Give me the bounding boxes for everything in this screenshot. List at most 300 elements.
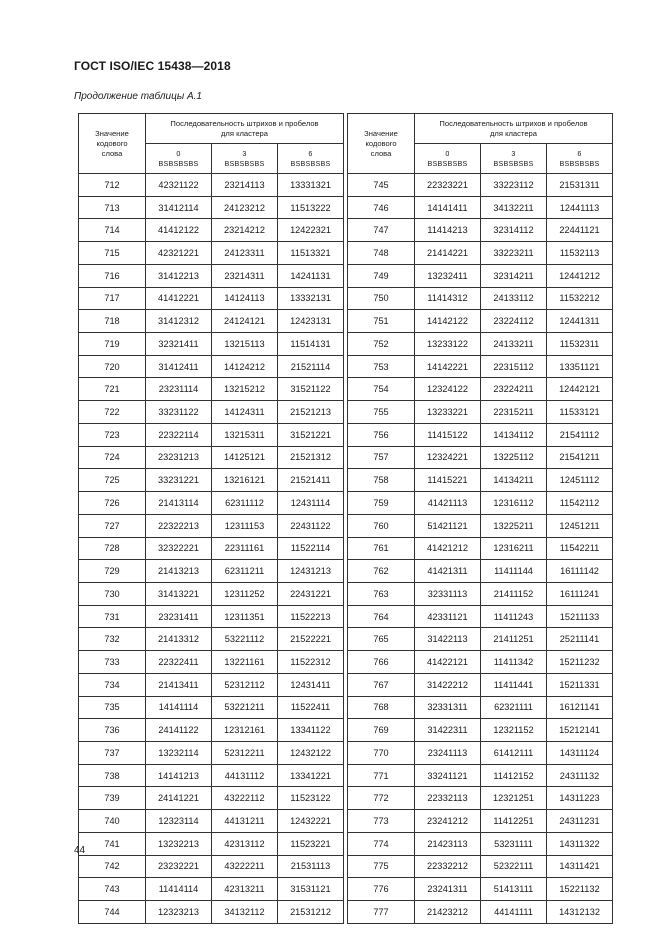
cluster-6-cell: 16111142 [547, 560, 613, 583]
cluster-6-cell: 13351121 [547, 355, 613, 378]
cluster-6-cell: 22431221 [278, 582, 344, 605]
table-row [79, 560, 344, 583]
cluster-3-cell: 52322111 [481, 855, 547, 878]
cluster-3-cell: 23214311 [212, 264, 278, 287]
cluster-0-cell: 11415221 [415, 469, 481, 492]
codeword-value-cell: 754 [348, 378, 415, 401]
table-row [79, 787, 344, 810]
table-row [348, 582, 613, 605]
table-row [348, 401, 613, 424]
table-row [79, 446, 344, 469]
cluster-6-cell: 11522411 [278, 696, 344, 719]
cluster-6-cell: 21522221 [278, 628, 344, 651]
cluster-6-cell: 11523122 [278, 787, 344, 810]
cluster-6-cell: 12441113 [547, 196, 613, 219]
cluster-3-cell: 13215113 [212, 333, 278, 356]
cluster-6-cell: 31521122 [278, 378, 344, 401]
codeword-value-cell: 759 [348, 492, 415, 515]
cluster-6-cell: 21531113 [278, 855, 344, 878]
cluster-6-cell: 14311124 [547, 741, 613, 764]
cluster-3-cell: 24123311 [212, 242, 278, 265]
cluster-6-cell: 25211141 [547, 628, 613, 651]
cluster-6-cell: 12431213 [278, 560, 344, 583]
codeword-value-cell: 773 [348, 810, 415, 833]
codeword-value-cell: 767 [348, 673, 415, 696]
cluster-3-cell: 42313112 [212, 832, 278, 855]
table-row [348, 787, 613, 810]
table-row [79, 855, 344, 878]
cluster-6-cell: 31531121 [278, 878, 344, 901]
cluster-0-cell: 41412122 [146, 219, 212, 242]
table-row [79, 401, 344, 424]
cluster-3-cell: 14134112 [481, 423, 547, 446]
cluster-6-header: 6 BSBSBSBS [547, 144, 613, 174]
cluster-6-cell: 14311322 [547, 832, 613, 855]
encoding-table [78, 113, 614, 917]
cluster-0-cell: 14141213 [146, 764, 212, 787]
table-row [348, 333, 613, 356]
cluster-3-cell: 53221112 [212, 628, 278, 651]
codeword-value-header: Значение кодового слова [79, 114, 146, 174]
cluster-0-cell: 14141114 [146, 696, 212, 719]
cluster-0-cell: 32331311 [415, 696, 481, 719]
table-right-half [347, 113, 613, 924]
cluster-0-cell: 41421212 [415, 537, 481, 560]
codeword-value-cell: 766 [348, 651, 415, 674]
codeword-value-cell: 730 [79, 582, 146, 605]
cluster-6-cell: 11532311 [547, 333, 613, 356]
cluster-6-cell: 14312132 [547, 901, 613, 924]
table-row [348, 878, 613, 901]
cluster-0-cell: 31422212 [415, 673, 481, 696]
codeword-value-cell: 727 [79, 514, 146, 537]
codeword-value-cell: 770 [348, 741, 415, 764]
cluster-0-cell: 23231114 [146, 378, 212, 401]
cluster-3-cell: 13225112 [481, 446, 547, 469]
table-row [79, 901, 344, 924]
codeword-value-cell: 732 [79, 628, 146, 651]
cluster-0-header: 0 BSBSBSBS [146, 144, 212, 174]
codeword-value-cell: 724 [79, 446, 146, 469]
cluster-0-cell: 22322213 [146, 514, 212, 537]
table-row [79, 174, 344, 197]
table-row [79, 673, 344, 696]
cluster-3-cell: 34132211 [481, 196, 547, 219]
cluster-0-cell: 21413213 [146, 560, 212, 583]
cluster-3-cell: 13215311 [212, 423, 278, 446]
table-row [348, 469, 613, 492]
cluster-3-cell: 12316112 [481, 492, 547, 515]
table-row [348, 196, 613, 219]
cluster-6-cell: 15221132 [547, 878, 613, 901]
cluster-3-cell: 23224211 [481, 378, 547, 401]
codeword-value-cell: 776 [348, 878, 415, 901]
cluster-3-cell: 62311112 [212, 492, 278, 515]
table-row [79, 333, 344, 356]
cluster-0-cell: 22332212 [415, 855, 481, 878]
codeword-value-cell: 738 [79, 764, 146, 787]
codeword-value-cell: 723 [79, 423, 146, 446]
cluster-6-cell: 31521221 [278, 423, 344, 446]
cluster-0-cell: 11414114 [146, 878, 212, 901]
cluster-3-cell: 24123212 [212, 196, 278, 219]
cluster-0-cell: 22322114 [146, 423, 212, 446]
table-row [348, 378, 613, 401]
table-row [79, 651, 344, 674]
cluster-0-cell: 14141411 [415, 196, 481, 219]
table-row [348, 355, 613, 378]
cluster-0-cell: 13233221 [415, 401, 481, 424]
cluster-6-cell: 11513321 [278, 242, 344, 265]
cluster-0-cell: 22322411 [146, 651, 212, 674]
cluster-0-cell: 21423113 [415, 832, 481, 855]
cluster-0-cell: 41421311 [415, 560, 481, 583]
cluster-3-cell: 14134211 [481, 469, 547, 492]
cluster-3-cell: 23214113 [212, 174, 278, 197]
cluster-3-cell: 22311161 [212, 537, 278, 560]
cluster-0-cell: 21413312 [146, 628, 212, 651]
cluster-0-cell: 41421113 [415, 492, 481, 515]
cluster-0-cell: 31413221 [146, 582, 212, 605]
codeword-value-cell: 720 [79, 355, 146, 378]
cluster-3-cell: 44141111 [481, 901, 547, 924]
cluster-6-cell: 11523221 [278, 832, 344, 855]
codeword-value-cell: 777 [348, 901, 415, 924]
cluster-6-cell: 21541211 [547, 446, 613, 469]
cluster-3-cell: 11411441 [481, 673, 547, 696]
cluster-3-cell: 14124212 [212, 355, 278, 378]
cluster-0-cell: 23231411 [146, 605, 212, 628]
cluster-6-cell: 22441121 [547, 219, 613, 242]
codeword-value-cell: 746 [348, 196, 415, 219]
cluster-6-cell: 22431122 [278, 514, 344, 537]
cluster-3-cell: 24133112 [481, 287, 547, 310]
table-row [79, 242, 344, 265]
codeword-value-cell: 735 [79, 696, 146, 719]
cluster-0-cell: 33231221 [146, 469, 212, 492]
table-row [79, 719, 344, 742]
cluster-3-cell: 52312112 [212, 673, 278, 696]
cluster-6-cell: 12451211 [547, 514, 613, 537]
codeword-value-cell: 760 [348, 514, 415, 537]
cluster-3-cell: 14124113 [212, 287, 278, 310]
codeword-value-cell: 765 [348, 628, 415, 651]
table-row [348, 764, 613, 787]
cluster-3-cell: 62311211 [212, 560, 278, 583]
cluster-3-cell: 12321152 [481, 719, 547, 742]
cluster-3-header: 3 BSBSBSBS [212, 144, 278, 174]
sequence-header: Последовательность штрихов и пробелов для кластера [146, 114, 344, 144]
cluster-0-cell: 11414312 [415, 287, 481, 310]
codeword-value-cell: 768 [348, 696, 415, 719]
table-row [79, 832, 344, 855]
cluster-3-cell: 12311153 [212, 514, 278, 537]
cluster-3-cell: 22315112 [481, 355, 547, 378]
codeword-value-cell: 740 [79, 810, 146, 833]
table-row [348, 673, 613, 696]
table-row [79, 537, 344, 560]
cluster-3-cell: 23224112 [481, 310, 547, 333]
codeword-value-cell: 736 [79, 719, 146, 742]
table-row [79, 264, 344, 287]
cluster-3-cell: 13221161 [212, 651, 278, 674]
table-row [79, 764, 344, 787]
cluster-3-cell: 53231111 [481, 832, 547, 855]
cluster-6-cell: 12441212 [547, 264, 613, 287]
codeword-value-cell: 757 [348, 446, 415, 469]
table-row [348, 560, 613, 583]
cluster-3-cell: 11411243 [481, 605, 547, 628]
cluster-0-cell: 42331121 [415, 605, 481, 628]
cluster-0-cell: 13232114 [146, 741, 212, 764]
table-row [348, 514, 613, 537]
table-row [79, 219, 344, 242]
cluster-6-cell: 21541112 [547, 423, 613, 446]
cluster-0-cell: 24141122 [146, 719, 212, 742]
codeword-value-cell: 752 [348, 333, 415, 356]
table-row [348, 628, 613, 651]
cluster-0-cell: 12324221 [415, 446, 481, 469]
table-row [348, 310, 613, 333]
cluster-3-cell: 12316211 [481, 537, 547, 560]
table-row [348, 446, 613, 469]
cluster-0-cell: 24141221 [146, 787, 212, 810]
codeword-value-cell: 729 [79, 560, 146, 583]
table-row [348, 492, 613, 515]
table-continuation-caption: Продолжение таблицы А.1 [74, 91, 202, 102]
codeword-value-cell: 772 [348, 787, 415, 810]
cluster-3-cell: 44131211 [212, 810, 278, 833]
codeword-value-cell: 758 [348, 469, 415, 492]
cluster-3-cell: 21411251 [481, 628, 547, 651]
cluster-0-cell: 12323114 [146, 810, 212, 833]
table-row [348, 242, 613, 265]
codeword-value-cell: 741 [79, 832, 146, 855]
codeword-value-cell: 743 [79, 878, 146, 901]
codeword-value-cell: 719 [79, 333, 146, 356]
table-row [79, 378, 344, 401]
codeword-value-cell: 748 [348, 242, 415, 265]
table-row [348, 537, 613, 560]
cluster-6-cell: 12432221 [278, 810, 344, 833]
cluster-3-cell: 14125121 [212, 446, 278, 469]
cluster-6-cell: 12451112 [547, 469, 613, 492]
codeword-value-cell: 751 [348, 310, 415, 333]
cluster-6-cell: 11513222 [278, 196, 344, 219]
document-title: ГОСТ ISO/IEC 15438—2018 [74, 59, 231, 73]
cluster-3-cell: 61412111 [481, 741, 547, 764]
codeword-value-cell: 739 [79, 787, 146, 810]
codeword-value-cell: 771 [348, 764, 415, 787]
table-row [79, 628, 344, 651]
table-row [348, 287, 613, 310]
codeword-value-cell: 761 [348, 537, 415, 560]
cluster-0-cell: 22323221 [415, 174, 481, 197]
cluster-0-cell: 23232221 [146, 855, 212, 878]
table-row [79, 878, 344, 901]
cluster-3-cell: 13216121 [212, 469, 278, 492]
codeword-value-cell: 775 [348, 855, 415, 878]
cluster-3-cell: 12312161 [212, 719, 278, 742]
table-row [79, 423, 344, 446]
cluster-6-cell: 11542211 [547, 537, 613, 560]
table-row [348, 174, 613, 197]
cluster-6-cell: 12432122 [278, 741, 344, 764]
cluster-6-cell: 21521114 [278, 355, 344, 378]
codeword-value-cell: 712 [79, 174, 146, 197]
codeword-value-cell: 722 [79, 401, 146, 424]
cluster-6-cell: 12441311 [547, 310, 613, 333]
cluster-0-cell: 33231122 [146, 401, 212, 424]
cluster-6-cell: 16121141 [547, 696, 613, 719]
cluster-3-cell: 13225211 [481, 514, 547, 537]
cluster-0-cell: 12323213 [146, 901, 212, 924]
cluster-6-cell: 21531311 [547, 174, 613, 197]
cluster-0-cell: 32322221 [146, 537, 212, 560]
codeword-value-cell: 742 [79, 855, 146, 878]
codeword-value-header: Значение кодового слова [348, 114, 415, 174]
codeword-value-cell: 764 [348, 605, 415, 628]
cluster-0-cell: 14142221 [415, 355, 481, 378]
cluster-3-cell: 13215212 [212, 378, 278, 401]
cluster-6-cell: 11522114 [278, 537, 344, 560]
cluster-0-cell: 32331113 [415, 582, 481, 605]
cluster-3-cell: 51413111 [481, 878, 547, 901]
cluster-0-cell: 21413411 [146, 673, 212, 696]
table-row [79, 469, 344, 492]
codeword-value-cell: 737 [79, 741, 146, 764]
cluster-3-cell: 34132112 [212, 901, 278, 924]
cluster-0-cell: 31412411 [146, 355, 212, 378]
codeword-value-cell: 763 [348, 582, 415, 605]
cluster-6-cell: 24311132 [547, 764, 613, 787]
cluster-6-cell: 14311223 [547, 787, 613, 810]
cluster-0-cell: 12324122 [415, 378, 481, 401]
cluster-3-cell: 12311252 [212, 582, 278, 605]
table-row [79, 355, 344, 378]
cluster-0-cell: 41422121 [415, 651, 481, 674]
cluster-0-cell: 31412312 [146, 310, 212, 333]
table-row [79, 810, 344, 833]
cluster-6-cell: 21521213 [278, 401, 344, 424]
cluster-0-cell: 23241113 [415, 741, 481, 764]
table-row [79, 741, 344, 764]
cluster-3-cell: 52312211 [212, 741, 278, 764]
codeword-value-cell: 750 [348, 287, 415, 310]
cluster-6-cell: 15211232 [547, 651, 613, 674]
codeword-value-cell: 718 [79, 310, 146, 333]
codeword-value-cell: 728 [79, 537, 146, 560]
cluster-3-cell: 62321111 [481, 696, 547, 719]
codeword-value-cell: 731 [79, 605, 146, 628]
cluster-3-cell: 24133211 [481, 333, 547, 356]
cluster-3-cell: 22315211 [481, 401, 547, 424]
cluster-6-cell: 11522312 [278, 651, 344, 674]
table-row [348, 855, 613, 878]
codeword-value-cell: 744 [79, 901, 146, 924]
codeword-value-cell: 713 [79, 196, 146, 219]
table-row [79, 310, 344, 333]
cluster-0-cell: 11415122 [415, 423, 481, 446]
cluster-0-cell: 31412114 [146, 196, 212, 219]
cluster-3-cell: 11411144 [481, 560, 547, 583]
table-row [348, 264, 613, 287]
cluster-6-cell: 11532212 [547, 287, 613, 310]
cluster-6-cell: 21521411 [278, 469, 344, 492]
table-row [348, 901, 613, 924]
cluster-6-cell: 12422321 [278, 219, 344, 242]
cluster-6-cell: 14311421 [547, 855, 613, 878]
codeword-value-cell: 714 [79, 219, 146, 242]
table-row [348, 605, 613, 628]
codeword-value-cell: 762 [348, 560, 415, 583]
cluster-0-cell: 13233122 [415, 333, 481, 356]
codeword-value-cell: 726 [79, 492, 146, 515]
cluster-3-cell: 44131112 [212, 764, 278, 787]
cluster-0-cell: 13232411 [415, 264, 481, 287]
table-row [79, 582, 344, 605]
cluster-0-cell: 22332113 [415, 787, 481, 810]
cluster-6-cell: 12431411 [278, 673, 344, 696]
cluster-6-cell: 13332131 [278, 287, 344, 310]
cluster-0-cell: 42321221 [146, 242, 212, 265]
cluster-0-cell: 33241121 [415, 764, 481, 787]
cluster-0-cell: 21414221 [415, 242, 481, 265]
cluster-3-cell: 42313211 [212, 878, 278, 901]
codeword-value-cell: 769 [348, 719, 415, 742]
codeword-value-cell: 733 [79, 651, 146, 674]
cluster-6-cell: 24311231 [547, 810, 613, 833]
cluster-0-cell: 21423212 [415, 901, 481, 924]
cluster-3-cell: 11411342 [481, 651, 547, 674]
cluster-6-cell: 15211331 [547, 673, 613, 696]
cluster-0-cell: 41412221 [146, 287, 212, 310]
cluster-0-cell: 31422113 [415, 628, 481, 651]
cluster-0-cell: 51421121 [415, 514, 481, 537]
codeword-value-cell: 717 [79, 287, 146, 310]
cluster-6-cell: 11542112 [547, 492, 613, 515]
cluster-6-header: 6 BSBSBSBS [278, 144, 344, 174]
cluster-6-cell: 11522213 [278, 605, 344, 628]
cluster-6-cell: 12431114 [278, 492, 344, 515]
cluster-6-cell: 14241131 [278, 264, 344, 287]
table-row [348, 651, 613, 674]
cluster-0-cell: 21413114 [146, 492, 212, 515]
table-row [348, 810, 613, 833]
cluster-6-cell: 11532113 [547, 242, 613, 265]
cluster-6-cell: 12442121 [547, 378, 613, 401]
table-left-half [78, 113, 344, 924]
cluster-3-cell: 21411152 [481, 582, 547, 605]
cluster-6-cell: 13341122 [278, 719, 344, 742]
table-row [79, 492, 344, 515]
cluster-6-cell: 21521312 [278, 446, 344, 469]
codeword-value-cell: 774 [348, 832, 415, 855]
table-row [348, 219, 613, 242]
codeword-value-cell: 753 [348, 355, 415, 378]
cluster-6-cell: 15211133 [547, 605, 613, 628]
cluster-3-cell: 11412152 [481, 764, 547, 787]
cluster-0-cell: 13232213 [146, 832, 212, 855]
codeword-value-cell: 756 [348, 423, 415, 446]
table-row [79, 605, 344, 628]
table-row [79, 287, 344, 310]
table-row [348, 741, 613, 764]
cluster-3-cell: 12311351 [212, 605, 278, 628]
cluster-6-cell: 11533121 [547, 401, 613, 424]
cluster-3-cell: 23214212 [212, 219, 278, 242]
cluster-3-cell: 24124121 [212, 310, 278, 333]
